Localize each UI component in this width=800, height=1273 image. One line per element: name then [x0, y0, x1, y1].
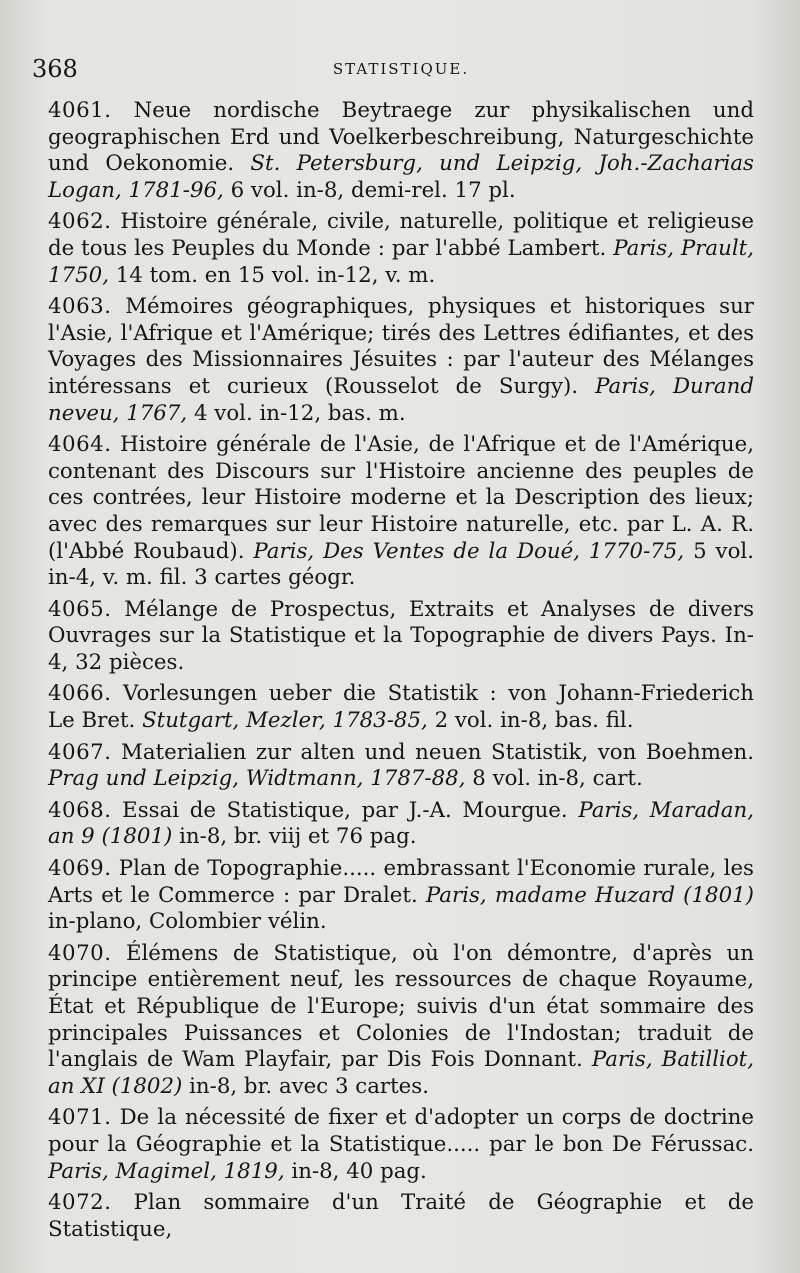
- entry-format: in-8, br. viij et 76 pag.: [179, 824, 417, 850]
- entry-number: 4072.: [48, 1190, 112, 1216]
- entry-imprint: Paris, Maradan, an 9 (1801): [48, 797, 754, 850]
- catalog-entry: [48, 209, 754, 289]
- entry-number: 4062.: [48, 209, 112, 235]
- entry-text: Materialien zur alten und neuen Statistik, von Boehmen.: [121, 739, 754, 765]
- entry-format: 4 vol. in-12, bas. m.: [193, 400, 406, 426]
- entry-imprint: Paris, Magimel, 1819,: [48, 1158, 285, 1184]
- entry-imprint: Paris, madame Huzard (1801): [425, 882, 754, 908]
- entry-number: 4071.: [48, 1105, 112, 1131]
- entry-text: Élémens de Statistique, où l'on démontre, d'après un principe entièrement neuf, les ressources de chaque Royaume, État et République de l'Europe; suivis d'un état sommaire des principales Puissances et Colonies de l'Indostan; traduit de l'anglais de Wam Playfair, par Dis Fois Donnant.: [48, 940, 754, 1073]
- catalog-entry: [48, 856, 754, 936]
- entry-imprint: Paris, Prault, 1750,: [48, 235, 754, 288]
- entry-number: 4068.: [48, 797, 112, 823]
- entry-text: Vorlesungen ueber die Statistik : von Johann-Friederich Le Bret.: [48, 681, 754, 734]
- entry-number: 4063.: [48, 294, 112, 320]
- catalog-entry: [48, 740, 754, 793]
- entry-format: 14 tom. en 15 vol. in-12, v. m.: [115, 262, 436, 288]
- page-number: 368: [32, 55, 78, 83]
- running-title: STATISTIQUE.: [332, 60, 470, 78]
- entry-text: Mélange de Prospectus, Extraits et Analyses de divers Ouvrages sur la Statistique et la Topographie de divers Pays.: [48, 596, 754, 649]
- entry-format: 2 vol. in-8, bas. fil.: [434, 708, 634, 734]
- entry-format: 6 vol. in-8, demi-rel. 17 pl.: [230, 177, 516, 203]
- entry-number: 4064.: [48, 432, 112, 458]
- entry-text: Histoire générale de l'Asie, de l'Afrique et de l'Amérique, contenant des Discours sur l'Histoire ancienne des peuples de ces contrées, leur Histoire moderne et la Description des lieux; avec des remarques sur leur Histoire naturelle, etc. par L. A. R. (l'Abbé Roubaud).: [48, 432, 754, 564]
- entry-imprint: St. Petersburg, und Leipzig, Joh.-Zacharias Logan, 1781-96,: [48, 151, 754, 203]
- entry-format: in-8, 40 pag.: [291, 1158, 427, 1184]
- catalog-entry: [48, 681, 754, 734]
- entry-format: in-plano, Colombier vélin.: [48, 909, 327, 935]
- catalog-entry: [48, 1190, 754, 1243]
- entry-imprint: Paris, Batilliot, an XI (1802): [48, 1047, 754, 1099]
- entry-text: De la nécessité de fixer et d'adopter un corps de doctrine pour la Géographie et la Statistique..... par le bon De Férussac.: [48, 1105, 754, 1157]
- catalog-entries: [48, 98, 754, 1243]
- entry-number: 4067.: [48, 739, 112, 765]
- entry-text: Histoire générale, civile, naturelle, politique et religieuse de tous les Peuples du Monde : par l'abbé Lambert.: [48, 209, 754, 261]
- page-header: [32, 54, 754, 84]
- entry-imprint: Stutgart, Mezler, 1783-85,: [142, 708, 428, 734]
- entry-format: in-8, br. avec 3 cartes.: [189, 1073, 429, 1099]
- entry-number: 4061.: [48, 98, 112, 123]
- catalog-entry: [48, 432, 754, 592]
- entry-text: Neue nordische Beytraege zur physikalischen und geographischen Erd und Voelkerbeschreibung, Naturgeschichte und Oekonomie.: [48, 98, 754, 177]
- entry-text: Mémoires géographiques, physiques et historiques sur l'Asie, l'Afrique et l'Amérique; tirés des Lettres édifiantes, et des Voyages des Missionnaires Jésuites : par l'auteur des Mélanges intéressans et curieux (Rousselot de Surgy).: [48, 294, 754, 399]
- entry-imprint: Paris, Durand neveu, 1767,: [48, 373, 754, 426]
- entry-number: 4065.: [48, 596, 112, 622]
- entry-imprint: Paris, Des Ventes de la Doué, 1770-75,: [253, 538, 685, 564]
- catalog-entry: [48, 1105, 754, 1185]
- entry-number: 4069.: [48, 856, 112, 882]
- catalog-entry: [48, 798, 754, 851]
- entry-text: Essai de Statistique, par J.-A. Mourgue.: [122, 797, 568, 823]
- entry-format: 8 vol. in-8, cart.: [472, 766, 643, 792]
- entry-imprint: Prag und Leipzig, Widtmann, 1787-88,: [48, 766, 466, 792]
- catalog-entry: [48, 98, 754, 204]
- entry-text: Plan sommaire d'un Traité de Géographie et de Statistique,: [48, 1190, 754, 1242]
- entry-number: 4070.: [48, 940, 112, 966]
- entry-format: 5 vol. in-4, v. m. fil. 3 cartes géogr.: [48, 538, 754, 591]
- entry-number: 4066.: [48, 681, 112, 707]
- catalog-entry: [48, 941, 754, 1101]
- entry-format: In-4, 32 pièces.: [48, 623, 754, 675]
- entry-text: Plan de Topographie..... embrassant l'Economie rurale, les Arts et le Commerce : par Dralet.: [48, 856, 754, 908]
- catalog-entry: [48, 597, 754, 677]
- catalog-entry: [48, 294, 754, 427]
